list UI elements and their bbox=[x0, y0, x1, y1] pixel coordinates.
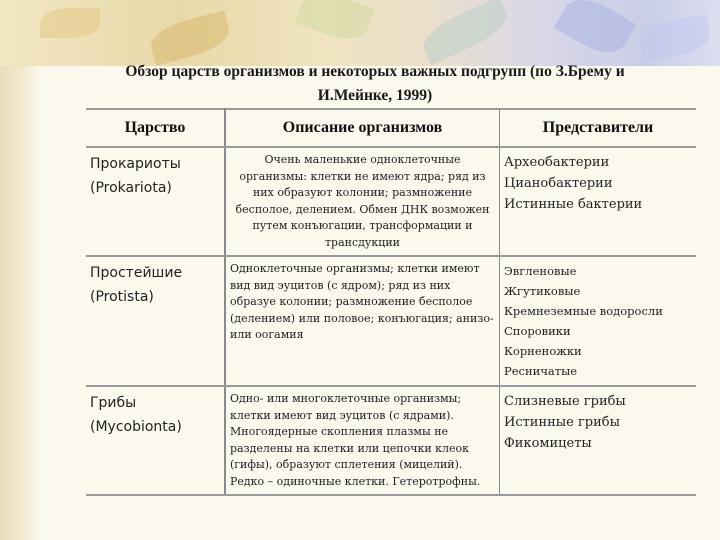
page-title: Обзор царств организмов и некоторых важных подгрупп (по З.Брему и И.Мейнке, 1999) bbox=[125, 63, 625, 104]
description-cell: Одноклеточные организмы; клетки имеют вид вид эуцитов (с ядром); ряд из них образуе колонии; размножение бесполое (делением) или половое; конъюгация; анизо- или оогамия bbox=[225, 256, 500, 386]
header-representatives: Представители bbox=[500, 109, 697, 147]
header-kingdom: Царство bbox=[86, 109, 225, 147]
table-row bbox=[86, 386, 696, 495]
kingdom-cell: Грибы (Mycobionta) bbox=[86, 386, 225, 495]
description-cell: Очень маленькие одноклеточные организмы: клетки не имеют ядра; ряд из них образуют колонии; размножение бесполое, делением. Обмен ДНК возможен путем конъюгации, трансформации и трансдукции bbox=[225, 147, 500, 256]
header-description: Описание организмов bbox=[225, 109, 500, 147]
representatives-cell bbox=[500, 386, 697, 495]
table-header-row bbox=[86, 109, 696, 147]
representative-item: Фикомицеты bbox=[504, 436, 592, 451]
representatives-cell bbox=[500, 256, 697, 386]
table-row bbox=[86, 256, 696, 386]
representatives-cell bbox=[500, 147, 697, 256]
representative-item: Кремнеземные водоросли bbox=[504, 304, 663, 318]
representative-item: Истинные бактерии bbox=[504, 197, 643, 212]
description-cell: Одно- или многоклеточные организмы; клетки имеют вид эуцитов (с ядрами). Многоядерные скопления плазмы не разделены на клетки или цепочки клеок (гифы), образуют сплетения (мицелий). Редко – одиночные клетки. Гетеротрофны. bbox=[225, 386, 500, 495]
kingdom-cell: Прокариоты (Prokariota) bbox=[86, 147, 225, 256]
decorative-banner bbox=[0, 0, 720, 66]
representative-item: Истинные грибы bbox=[504, 415, 620, 430]
background-left-strip bbox=[0, 0, 40, 540]
representative-item: Жгутиковые bbox=[504, 284, 581, 298]
representative-item: Ресничатые bbox=[504, 364, 578, 378]
representative-item: Слизневые грибы bbox=[504, 394, 626, 409]
kingdom-cell: Простейшие (Protista) bbox=[86, 256, 225, 386]
representative-item: Цианобактерии bbox=[504, 176, 613, 191]
representative-item: Споровики bbox=[504, 324, 571, 338]
representative-item: Корненожки bbox=[504, 344, 582, 358]
kingdoms-table bbox=[86, 108, 696, 496]
representative-item: Эвгленовые bbox=[504, 264, 577, 278]
representative-item: Археобактерии bbox=[504, 155, 610, 170]
table-row bbox=[86, 147, 696, 256]
